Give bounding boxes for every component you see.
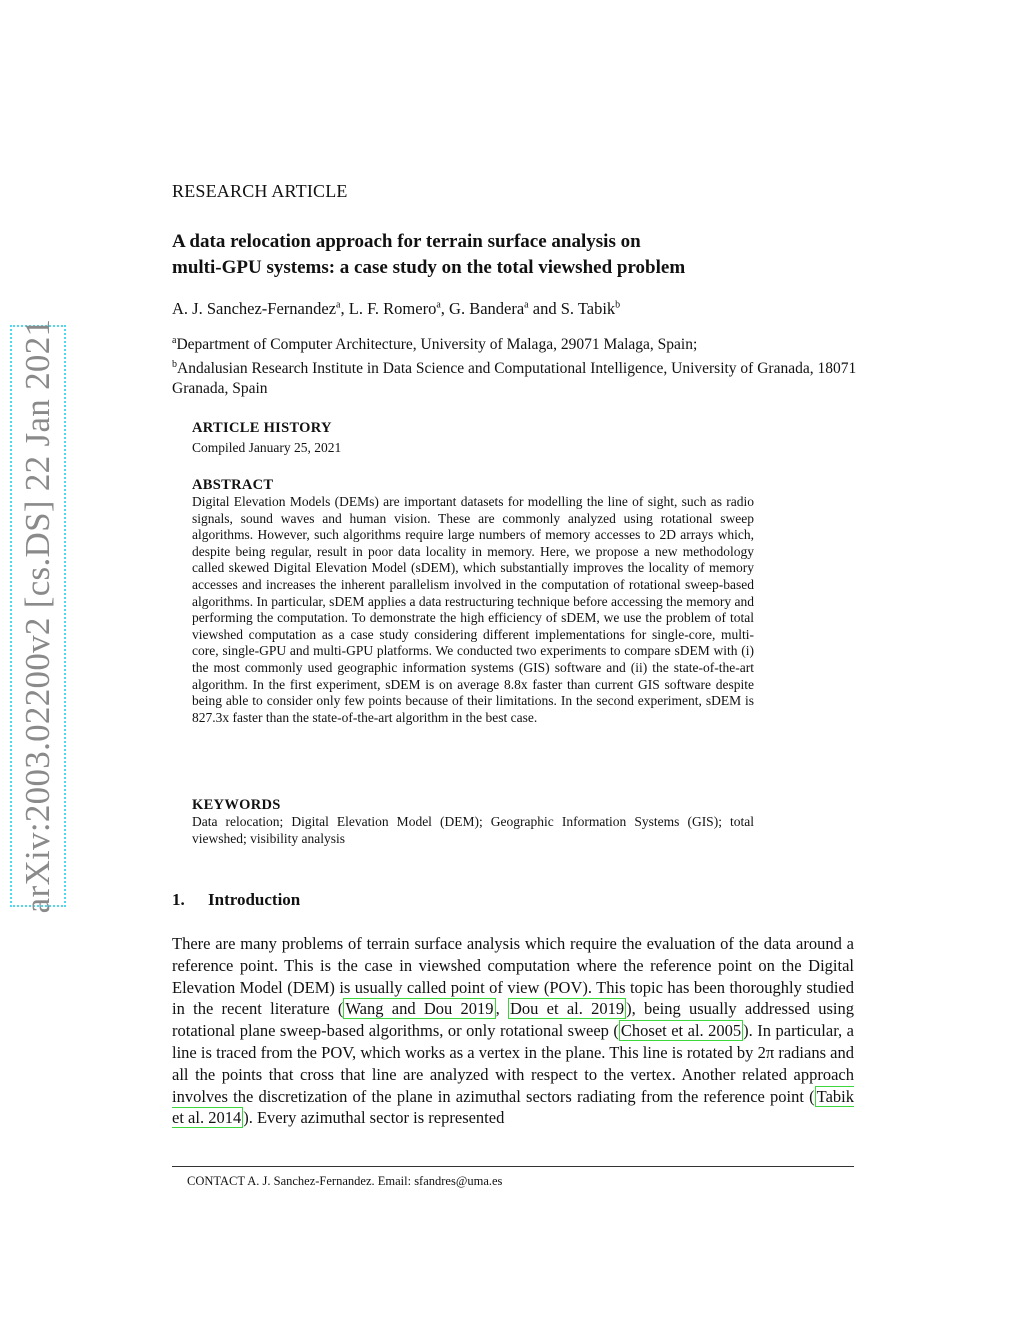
citation-link[interactable]: Wang and Dou 2019 bbox=[345, 999, 494, 1019]
section-heading bbox=[172, 890, 300, 910]
intro-text: ), being usually addressed using rotational plane sweep-based algorithms, or only rotational sweep ( bbox=[172, 999, 854, 1041]
author-separator: , bbox=[440, 299, 450, 318]
author-list bbox=[172, 299, 620, 319]
author-affil-mark: a bbox=[524, 299, 529, 311]
citation-link[interactable]: Tabik et al. 2014 bbox=[172, 1086, 854, 1128]
author-affil-mark: a bbox=[336, 299, 341, 311]
keywords-text: Data relocation; Digital Elevation Model (DEM); Geographic Information Systems (GIS); total viewshed; visibility analysis bbox=[192, 814, 754, 846]
keywords-heading: KEYWORDS bbox=[192, 797, 281, 813]
intro-text: ). In particular, a line is traced from the POV, which works as a vertex in the plane. This line is rotated by 2π radians and all the points that cross that line are analyzed with respect to the vertex. Another related approach involves the discretization of the plane in azimuthal sectors radiating from the reference point ( bbox=[172, 1021, 854, 1106]
affiliation-a bbox=[172, 331, 862, 355]
abstract-heading: ABSTRACT bbox=[192, 477, 274, 493]
affiliations bbox=[172, 331, 862, 399]
author-name: G. Bandera bbox=[449, 299, 525, 318]
compiled-date: Compiled January 25, 2021 bbox=[192, 440, 342, 455]
section-title: Introduction bbox=[208, 890, 301, 909]
affiliation-text: Department of Computer Architecture, University of Malaga, 29071 Malaga, Spain; bbox=[176, 336, 698, 354]
intro-text: , bbox=[495, 999, 508, 1019]
footnote-divider bbox=[172, 1166, 854, 1167]
abstract-block bbox=[192, 477, 754, 726]
introduction-paragraph bbox=[172, 933, 854, 1129]
author-name: A. J. Sanchez-Fernandez bbox=[172, 299, 337, 318]
article-type: RESEARCH ARTICLE bbox=[172, 181, 348, 201]
contact-footnote: CONTACT A. J. Sanchez-Fernandez. Email: sfandres@uma.es bbox=[187, 1174, 503, 1188]
affiliation-mark: a bbox=[172, 335, 177, 346]
author-name: S. Tabik bbox=[560, 299, 616, 318]
citation-link[interactable]: Choset et al. 2005 bbox=[620, 1021, 742, 1041]
article-history bbox=[192, 420, 754, 457]
abstract-text: Digital Elevation Models (DEMs) are important datasets for modelling the line of sight, such as radio signals, sound waves and human vision. These are commonly analyzed using rotational sweep algorithms. However, such algorithms require large numbers of memory accesses to 2D arrays which, despite being regular, result in poor data locality in memory. Here, we propose a new methodology called skewed Digital Elevation Model (sDEM), which substantially improves the locality of memory accesses and increases the inherent parallelism involved in the computation of rotational sweep-based algorithms. In particular, sDEM applies a data restructuring technique before accessing the memory and performing the computation. To demonstrate the high efficiency of sDEM, we use the problem of total viewshed computation as a case study considering different implementations for single-core, multi-core, single-GPU and multi-GPU platforms. We conducted two experiments to compare sDEM with (i) the most commonly used geographic information systems (GIS) software and (ii) the state-of-the-art algorithm. In the first experiment, sDEM is on average 8.8x faster than current GIS software despite being able to consider only few points because of their limitations. In the second experiment, sDEM is 827.3x faster than the state-of-the-art algorithm in the best case. bbox=[192, 494, 754, 725]
author-separator: , bbox=[340, 299, 349, 318]
affiliation-b bbox=[172, 355, 862, 399]
author-affil-mark: b bbox=[615, 299, 621, 311]
keywords-block bbox=[192, 797, 754, 847]
author-name: L. F. Romero bbox=[348, 299, 437, 318]
intro-text: There are many problems of terrain surface analysis which require the evaluation of the data around a reference point. This is the case in viewshed computation where the reference point on the Digital Elevation Model (DEM) is usually called point of view (POV). This topic has been thoroughly studied in the recent literature ( bbox=[172, 934, 854, 1019]
intro-text: ). Every azimuthal sector is represented bbox=[243, 1108, 505, 1128]
arxiv-identifier-stamp[interactable] bbox=[10, 318, 66, 914]
affiliation-text: Andalusian Research Institute in Data Science and Computational Intelligence, University of Granada, 18071 Granada, Spain bbox=[172, 360, 857, 398]
title-line-1: A data relocation approach for terrain surface analysis on bbox=[172, 231, 641, 252]
author-separator: and bbox=[528, 299, 561, 318]
section-number: 1. bbox=[172, 890, 185, 909]
arxiv-identifier-text: arXiv:2003.02200v2 [cs.DS] 22 Jan 2021 bbox=[18, 318, 57, 914]
paper-title bbox=[172, 229, 862, 281]
affiliation-mark: b bbox=[172, 359, 177, 371]
title-line-2: multi-GPU systems: a case study on the total viewshed problem bbox=[172, 257, 686, 278]
author-affil-mark: a bbox=[436, 299, 441, 311]
citation-link[interactable]: Dou et al. 2019 bbox=[509, 999, 625, 1019]
history-heading: ARTICLE HISTORY bbox=[192, 420, 332, 436]
